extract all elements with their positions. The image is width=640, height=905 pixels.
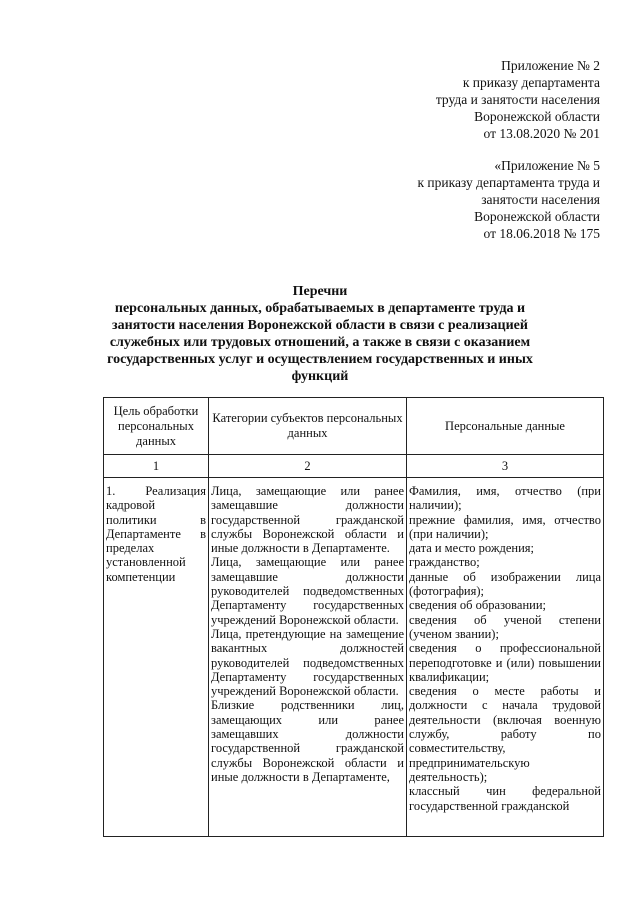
annex-line: к приказу департамента труда и — [417, 175, 600, 190]
header-purpose: Цель обработки персональных данных — [104, 398, 209, 455]
personal-data-cell — [407, 478, 604, 837]
column-number: 2 — [209, 455, 407, 478]
data-item: прежние фамилия, имя, отчество (при наличии); — [409, 512, 601, 541]
data-item: сведения об ученой степени (ученом звании); — [409, 612, 601, 641]
annex-line: от 13.08.2020 № 201 — [483, 126, 600, 141]
title-text: персональных данных, обрабатываемых в департаменте труда и занятости населения Воронежской области в связи с реализацией служебных или трудовых отношений, а также в связи с оказанием государственных услуг и осуществлением государственных и иных функций — [107, 301, 533, 384]
column-number: 3 — [407, 455, 604, 478]
data-item: Фамилия, имя, отчество (при наличии); — [409, 484, 601, 513]
data-item: сведения об образовании; — [409, 598, 547, 613]
annex-line: занятости населения — [481, 192, 600, 207]
category-item: Лица, претендующие на замещение вакантных должностей руководителей подведомственных Департаменту государственных учреждений Воронежской области. — [211, 626, 404, 699]
category-item: Близкие родственники лиц, замещающих или ранее замещавших должности государственной гражданской службы Воронежской области и иные должности в Департаменте, — [211, 698, 404, 784]
purpose-text: 1. Реализация кадровой политики в Департаменте в пределах установленной компетенции — [106, 484, 206, 584]
annex-line: труда и занятости населения — [435, 92, 600, 107]
data-item: данные об изображении лица (фотография); — [409, 569, 601, 599]
table-number-row — [104, 455, 604, 478]
annex-current — [436, 57, 600, 142]
annex-line: к приказу департамента — [462, 75, 600, 90]
category-item: Лица, замещающие или ранее замещавшие должности государственной гражданской службы Воронежской области и иные должности в Департаменте. — [211, 484, 404, 556]
annex-line: Воронежской области — [474, 209, 600, 224]
title-heading: Перечни — [292, 284, 348, 299]
data-item: дата и место рождения; — [409, 541, 535, 556]
annex-line: Воронежской области — [474, 109, 600, 124]
annex-line: от 18.06.2018 № 175 — [483, 226, 600, 241]
purpose-cell — [104, 478, 209, 837]
personal-data-table — [103, 397, 604, 837]
column-number: 1 — [104, 455, 209, 478]
document-title — [100, 283, 540, 385]
annex-line: «Приложение № 5 — [494, 158, 600, 173]
header-data: Персональные данные — [407, 398, 604, 455]
table-header-row — [104, 398, 604, 455]
category-item: Лица, замещающие или ранее замещавшие должности руководителей подведомственных Департаменту государственных учреждений Воронежской области. — [211, 555, 404, 627]
table-row — [104, 478, 604, 837]
header-categories: Категории субъектов персональных данных — [209, 398, 407, 455]
data-item: гражданство; — [409, 555, 480, 570]
annex-line: Приложение № 2 — [501, 58, 600, 73]
data-item: классный чин федеральной государственной гражданской — [409, 784, 601, 813]
categories-cell — [209, 478, 407, 837]
data-item: сведения о месте работы и должности с начала трудовой деятельности (включая военную службу, работу по совместительству, предпринимательскую деятельность); — [409, 684, 601, 784]
data-item: сведения о профессиональной переподготовке и (или) повышении квалификации; — [409, 641, 601, 684]
annex-previous — [417, 157, 600, 242]
